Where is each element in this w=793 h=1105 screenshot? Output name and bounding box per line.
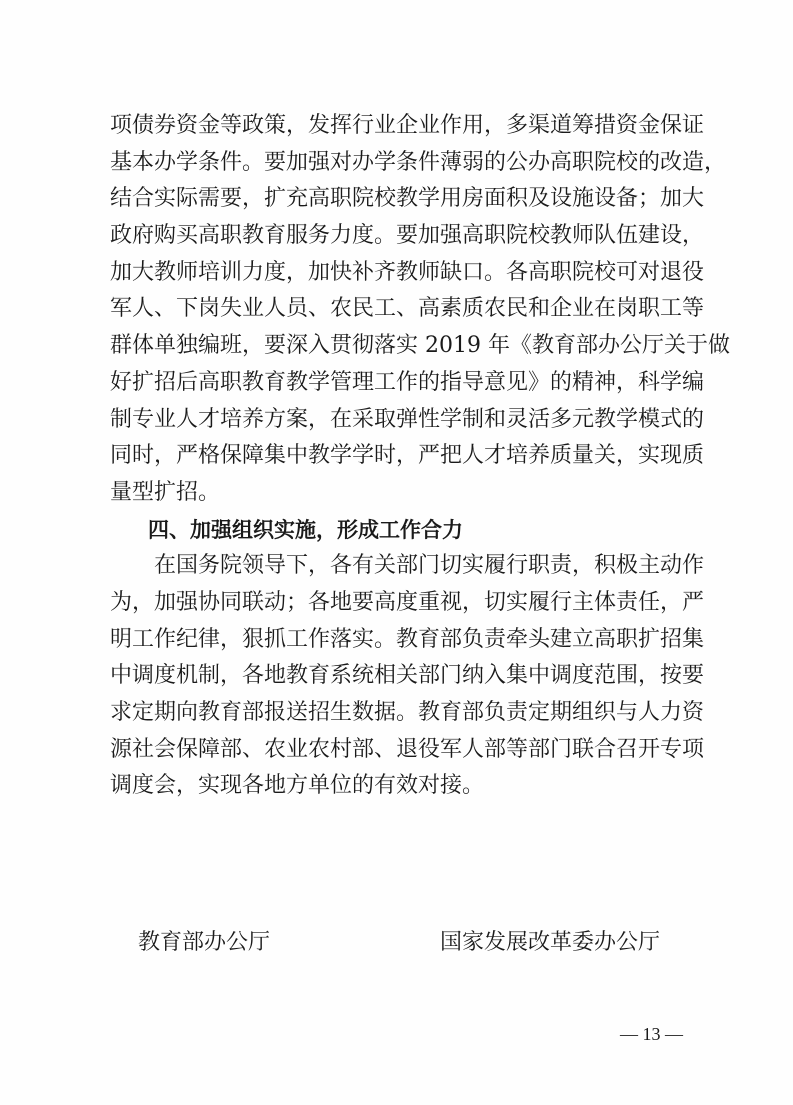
paragraph-line: 调度会，实现各地方单位的有效对接。 — [110, 773, 485, 799]
paragraph-line: 军人、下岗失业人员、农民工、高素质农民和企业在岗职工等 — [110, 296, 705, 322]
paragraph-line: 加大教师培训力度，加快补齐教师缺口。各高职院校可对退役 — [110, 259, 705, 285]
document-body — [110, 108, 730, 805]
paragraph-line: 基本办学条件。要加强对办学条件薄弱的公办高职院校的改造， — [110, 149, 727, 175]
paragraph-line: 在国务院领导下，各有关部门切实履行职责，积极主动作 — [154, 553, 705, 579]
paragraph-line: 明工作纪律，狠抓工作落实。教育部负责牵头建立高职扩招集 — [110, 626, 705, 652]
paragraph-line: 制专业人才培养方案，在采取弹性学制和灵活多元教学模式的 — [110, 406, 705, 432]
paragraph-line: 群体单独编班，要深入贯彻落实 2019 年《教育部办公厅关于做 — [110, 333, 730, 359]
paragraph-line: 求定期向教育部报送招生数据。教育部负责定期组织与人力资 — [110, 700, 705, 725]
paragraph-line: 同时，严格保障集中教学学时，严把人才培养质量关，实现质 — [110, 443, 705, 469]
paragraph-line: 好扩招后高职教育教学管理工作的指导意见》的精神，科学编 — [110, 369, 705, 395]
paragraph-line: 结合实际需要，扩充高职院校教学用房面积及设施设备；加大 — [110, 186, 705, 212]
paragraph-line: 项债券资金等政策，发挥行业企业作用，多渠道筹措资金保证 — [110, 113, 705, 138]
paragraph-line: 为，加强协同联动；各地要高度重视，切实履行主体责任，严 — [110, 589, 705, 615]
signature-ndrc-office: 国家发展改革委办公厅 — [440, 930, 661, 955]
paragraph-line: 中调度机制，各地教育系统相关部门纳入集中调度范围，按要 — [110, 663, 705, 689]
paragraph-line: 量型扩招。 — [110, 479, 221, 505]
page-number: — 13 — — [620, 1024, 683, 1044]
signature-moe-office: 教育部办公厅 — [138, 930, 271, 955]
paragraph-line: 政府购买高职教育服务力度。要加强高职院校教师队伍建设， — [110, 223, 705, 249]
section-heading: 四、加强组织实施，形成工作合力 — [148, 517, 463, 542]
paragraph-line: 源社会保障部、农业农村部、退役军人部等部门联合召开专项 — [110, 736, 705, 762]
